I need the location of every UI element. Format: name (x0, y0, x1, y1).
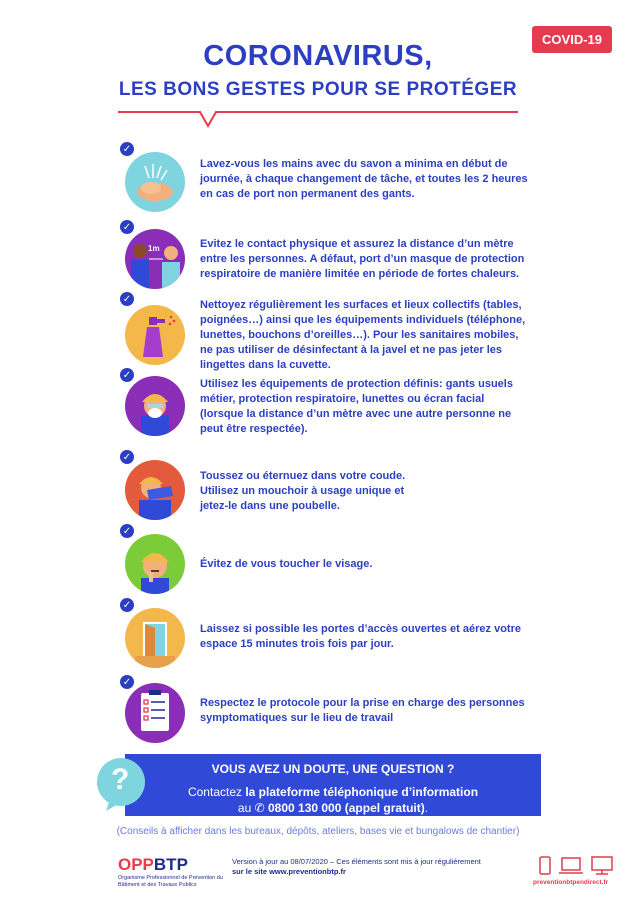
guideline-text: Evitez le contact physique et assurez la distance d’un mètre entre les personnes. A défaut, port d’un masque de protection respiratoire de manière limitée en période de fortes chaleurs. (200, 238, 525, 280)
guideline-text: Utilisez les équipements de protection définis: gants usuels métier, protection respiratoire, lunettes ou écran facial (lorsque la distance d’un mètre avec une autre personne ne peut être respectée). (200, 378, 513, 435)
contact-question: VOUS AVEZ UN DOUTE, UNE QUESTION ? (211, 762, 455, 776)
covid-badge: COVID-19 (532, 26, 612, 53)
phone-icon: ✆ (254, 801, 265, 815)
laptop-icon (559, 858, 583, 873)
distance-label: 1m (148, 244, 160, 253)
contact-info (125, 784, 541, 816)
question-symbol: ? (111, 763, 130, 796)
cough-elbow-icon (125, 460, 185, 520)
check-icon: ✓ (120, 598, 134, 612)
phone-device-icon (540, 857, 550, 874)
open-door-icon (125, 608, 185, 668)
footer (0, 855, 636, 895)
check-icon: ✓ (120, 220, 134, 234)
page-subtitle: LES BONS GESTES POUR SE PROTÉGER (118, 79, 518, 100)
worker-mask-icon (125, 376, 185, 436)
question-bubble-icon (96, 757, 146, 816)
phone-suffix: . (424, 801, 429, 815)
device-icons (538, 855, 618, 882)
guideline-text: Laissez si possible les portes d’accès ouvertes et aérez votre espace 15 minutes trois fois par jour. (200, 623, 521, 650)
monitor-icon (592, 857, 612, 874)
site-text[interactable]: sur le site www.preventionbtp.fr (232, 867, 346, 876)
check-icon: ✓ (120, 524, 134, 538)
guideline-text: Respectez le protocole pour la prise en charge des personnes symptomatiques sur le lieu de travail (200, 697, 525, 724)
contact-box (125, 754, 541, 816)
speech-bubble-line (118, 108, 518, 138)
touch-face-icon (125, 534, 185, 594)
guideline-text: Évitez de vous toucher le visage. (200, 558, 373, 570)
check-icon: ✓ (120, 675, 134, 689)
guideline-text: Nettoyez régulièrement les surfaces et lieux collectifs (tables, poignées…) ainsi que les équipements individuels (téléphone, lunettes, bouchons d’oreilles…). Pour les sanitaires mobiles, ne pas utiliser de désinfectant à la javel et ne pas jeter les lingettes dans la cuvette. (200, 299, 526, 371)
check-icon: ✓ (120, 142, 134, 156)
check-icon: ✓ (120, 450, 134, 464)
hand-washing-icon (125, 152, 185, 212)
page-title: CORONAVIRUS, (203, 40, 433, 72)
contact-prefix: Contactez (187, 785, 242, 799)
check-icon: ✓ (120, 368, 134, 382)
guideline-text: Lavez-vous les mains avec du savon a minima en début de journée, à chaque changement de tâche, et toutes les 2 heures en cas de port non permanent des gants. (200, 158, 528, 200)
version-text: Version à jour au 08/07/2020 – Ces éléments sont mis à jour régulièrement (232, 857, 481, 866)
display-note: (Conseils à afficher dans les bureaux, dépôts, ateliers, bases vie et bungalows de chantier) (116, 826, 520, 837)
spray-bottle-icon (125, 305, 185, 365)
phone-prefix: au (237, 801, 252, 815)
phone-number[interactable]: 0800 130 000 (appel gratuit) (268, 801, 425, 815)
distance-icon (125, 229, 185, 289)
version-info (232, 857, 522, 877)
logo-subtitle: Organisme Professionnel de Prévention du Bâtiment et des Travaux Publics (118, 875, 223, 888)
oppbtp-logo: OPPBTP (118, 855, 188, 874)
check-icon: ✓ (120, 292, 134, 306)
site-link[interactable]: preventionbtpendirect.fr (533, 879, 609, 886)
contact-platform: la plateforme téléphonique d’information (245, 785, 479, 799)
guideline-text: Toussez ou éternuez dans votre coude. Utilisez un mouchoir à usage unique et jetez-le dans une poubelle. (200, 470, 406, 512)
clipboard-icon (125, 683, 185, 743)
